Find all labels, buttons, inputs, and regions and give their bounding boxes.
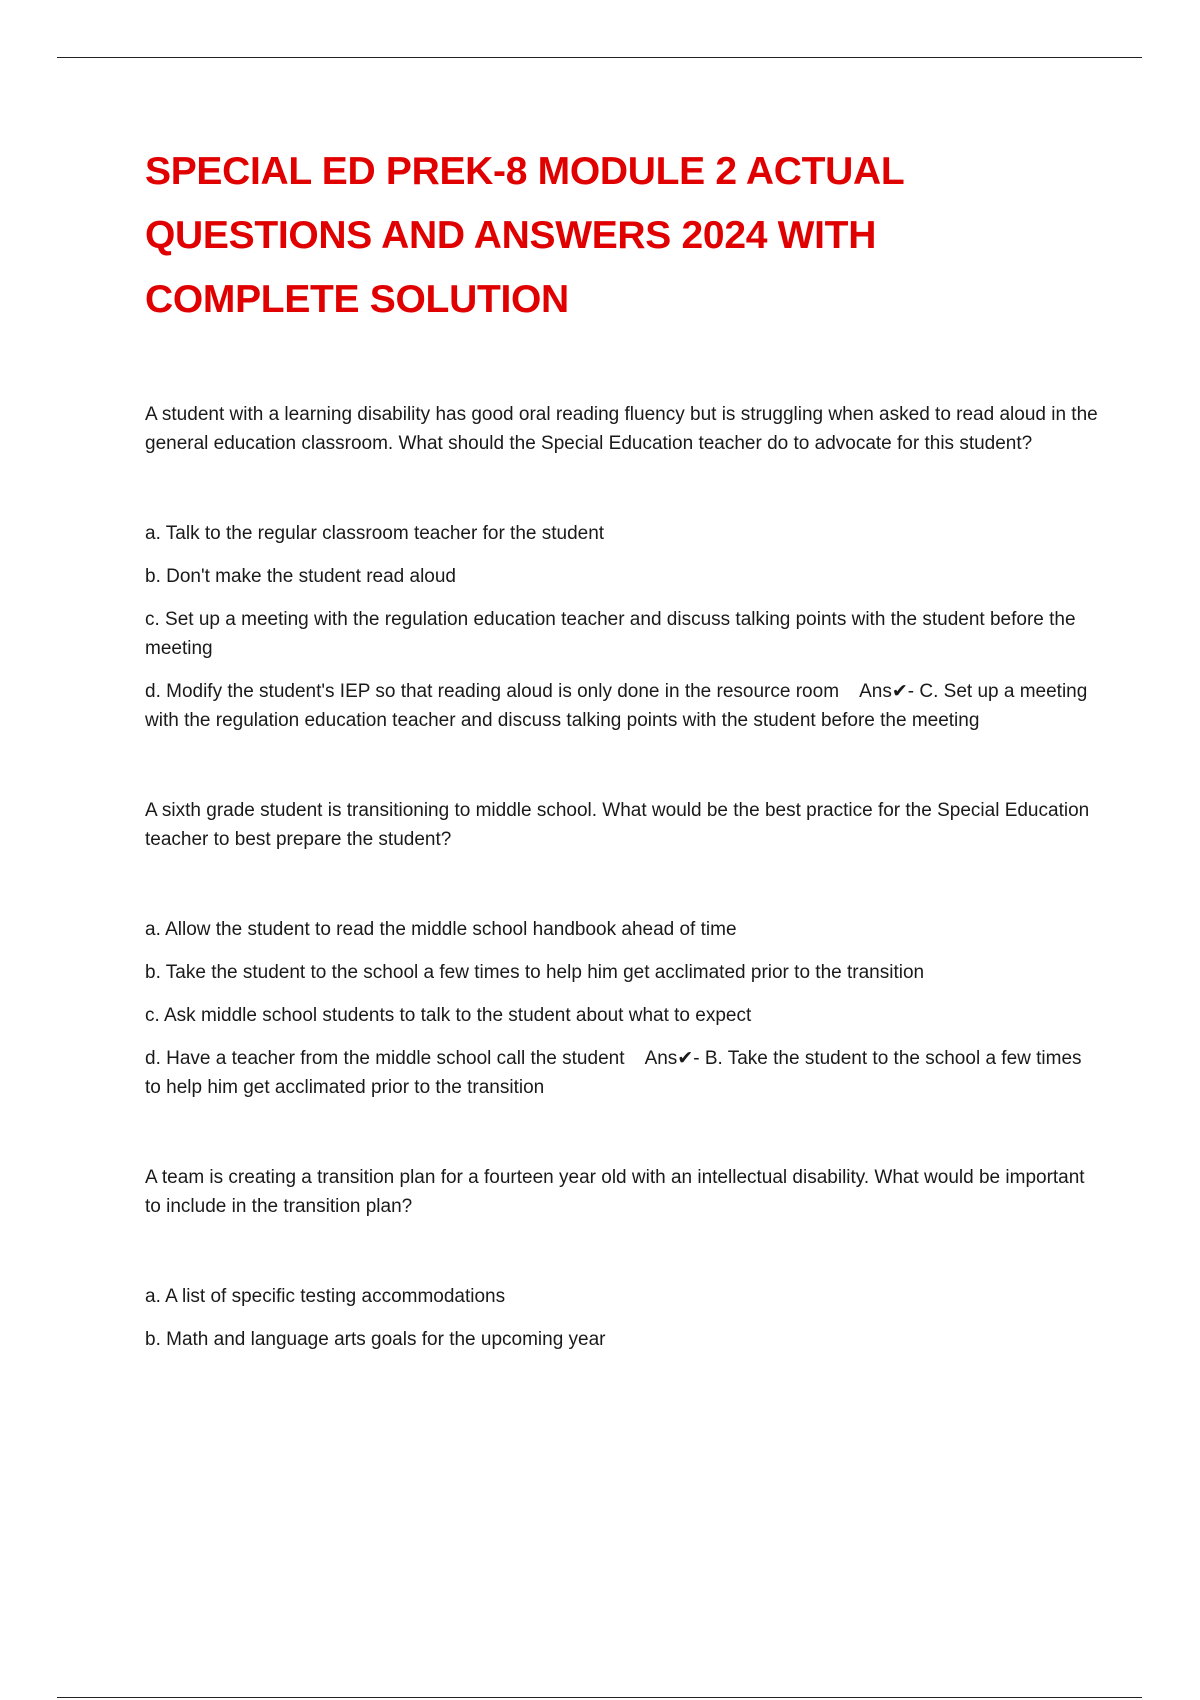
option-b: b. Take the student to the school a few times to help him get acclimated prior to the transition	[145, 962, 925, 983]
option-a: a. A list of specific testing accommodations	[145, 1286, 506, 1307]
question-text: A sixth grade student is transitioning to middle school. What would be the best practice for the Special Education teacher to best prepare the student?	[145, 800, 1090, 850]
option-c: c. Set up a meeting with the regulation education teacher and discuss talking points with the student before the meeting	[145, 609, 1076, 659]
question-text: A team is creating a transition plan for a fourteen year old with an intellectual disability. What would be important to include in the transition plan?	[145, 1167, 1085, 1217]
option-b: b. Math and language arts goals for the upcoming year	[145, 1329, 606, 1350]
bottom-rule	[57, 1697, 1142, 1698]
option-d-with-answer	[145, 677, 1100, 735]
option-d: d. Modify the student's IEP so that reading aloud is only done in the resource room	[145, 681, 840, 702]
option-a: a. Talk to the regular classroom teacher for the student	[145, 523, 605, 544]
question-3	[145, 1163, 1100, 1354]
option-b: b. Don't make the student read aloud	[145, 566, 456, 587]
answer-text: Ans✔- C. Set up a meeting with the regulation education teacher and discuss talking points with the student before the meeting	[145, 681, 1088, 731]
option-d: d. Have a teacher from the middle school call the student	[145, 1048, 625, 1069]
question-text: A student with a learning disability has good oral reading fluency but is struggling when asked to read aloud in the general education classroom. What should the Special Education teacher do to advocate for this student?	[145, 404, 1098, 454]
option-a: a. Allow the student to read the middle school handbook ahead of time	[145, 919, 737, 940]
option-d-with-answer	[145, 1044, 1100, 1102]
top-rule	[57, 57, 1142, 58]
question-2	[145, 796, 1100, 1102]
option-c: c. Ask middle school students to talk to the student about what to expect	[145, 1005, 752, 1026]
question-1	[145, 400, 1100, 735]
document-body	[145, 140, 1100, 1354]
document-title: SPECIAL ED PREK-8 MODULE 2 ACTUAL QUESTIONS AND ANSWERS 2024 WITH COMPLETE SOLUTION	[145, 150, 904, 321]
answer-text: Ans✔- B. Take the student to the school a few times to help him get acclimated prior to the transition	[145, 1048, 1082, 1098]
